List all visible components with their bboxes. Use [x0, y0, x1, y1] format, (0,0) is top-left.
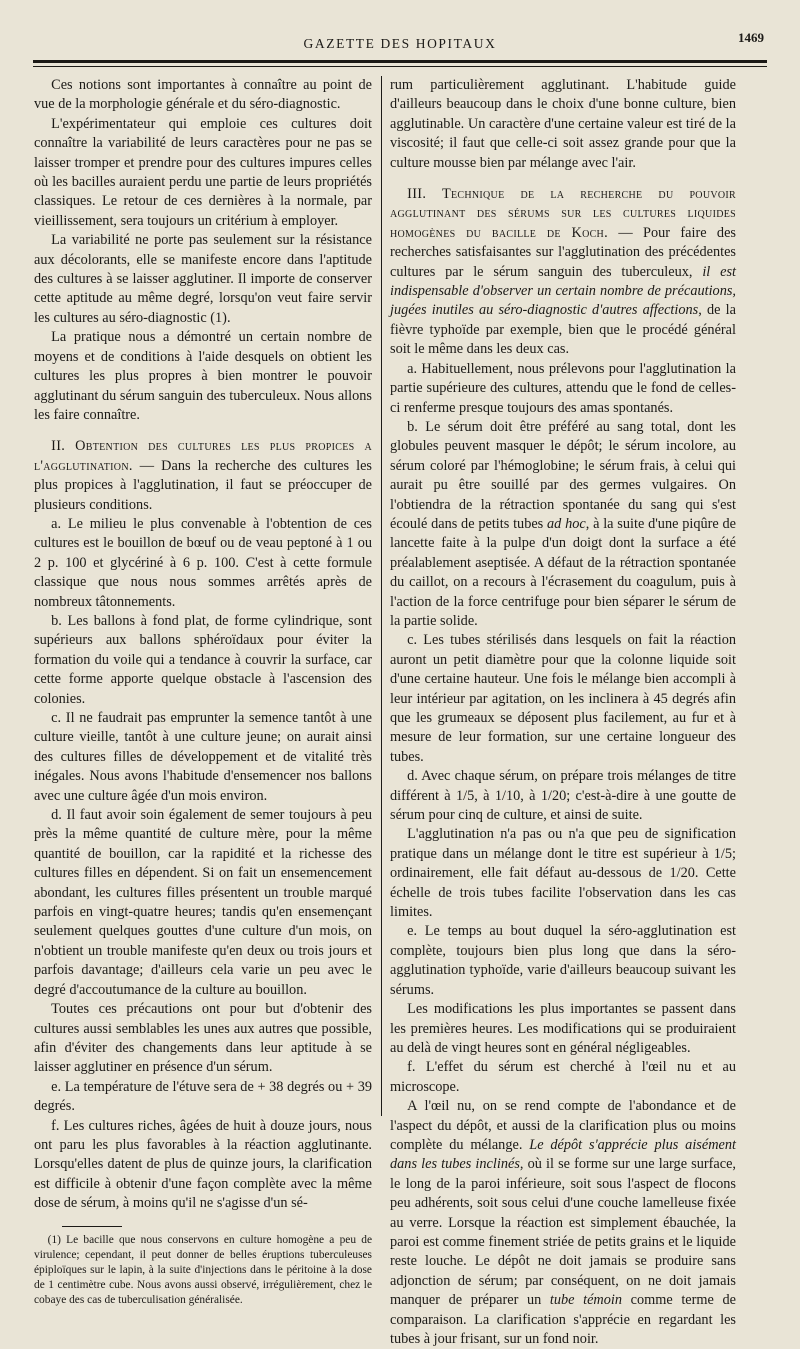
section-heading: II. Obtention des cultures les plus propices a l'agglutination. — [34, 438, 372, 474]
paragraph: b. Les ballons à fond plat, de forme cylindrique, sont supérieurs aux ballons sphéroïdaux pour éviter la formation du voile qui a tendance à couvrir la surface, car cette forme apporte quelque obstacle à l'ascension des colonies. — [34, 612, 372, 707]
header-rule-thin — [33, 66, 767, 67]
text: A l'œil nu, on se rend compte de l'abondance et de l'aspect du dépôt, et aussi de la clarification plus ou moins complète du mélange. — [390, 1098, 736, 1153]
paragraph: f. L'effet du sérum est cherché à l'œil nu et au microscope. — [390, 1059, 736, 1095]
paragraph: c. Il ne faudrait pas emprunter la semence tantôt à une culture vieille, tantôt à une culture jeune; on aurait ainsi des cultures filles de développement et de vitalité très inégales. Nous avons l'habitude d'ensemencer nos ballons avec une culture âgée d'un mois environ. — [34, 710, 372, 804]
italic-text: Le dépôt s'apprécie plus aisément dans les tubes inclinés — [390, 1136, 736, 1173]
running-title: GAZETTE DES HOPITAUX — [303, 36, 497, 51]
paragraph: c. Les tubes stérilisés dans lesquels on fait la réaction auront un petit diamètre pour que la colonne liquide soit d'une certaine hauteur. Une fois le mélange bien accompli à leur intérieur par agitation, on les inclinera à 45 degrés afin que les grumeaux se déposent plus facilement, au fur et à mesure de leur formation, sur une certaine longueur des tubes. — [390, 632, 736, 765]
paragraph: e. Le temps au bout duquel la séro-agglutination est complète, toujours bien plus long que dans la séro-agglutination typhoïde, varie d'ailleurs beaucoup suivant les sérums. — [390, 923, 736, 998]
paragraph: a. Habituellement, nous prélevons pour l'agglutination la partie supérieure des cultures, attendu que le fond de celles-ci renferme presque toujours des amas spontanés. — [390, 360, 736, 416]
paragraph: Ces notions sont importantes à connaître au point de vue de la morphologie générale et du séro-diagnostic. — [34, 77, 372, 113]
footnote-rule — [62, 1226, 122, 1227]
left-column — [34, 76, 372, 1308]
text: comme terme de comparaison. La clarification s'apprécie en regardant les tubes à jour frisant, sur un fond noir. — [390, 1292, 736, 1347]
page-number: 1469 — [738, 30, 764, 45]
text: , où il se forme sur une large surface, le long de la paroi inférieure, soit sous l'aspect de flocons peu adhérents, soit sous celui d'une couche lamelleuse fixée au verre. Lorsque la réaction est simplement ébauchée, la paroi est comme finement striée de petits grains et le liquide reste louche. Le dépôt ne doit jamais se produire sans adjonction de sérum; par conséquent, on ne doit jamais manquer de préparer un — [390, 1156, 737, 1309]
italic-text: ad hoc — [547, 515, 586, 532]
paragraph: rum particulièrement agglutinant. L'habitude guide d'ailleurs beaucoup dans le choix d'une bonne culture, bien agglutinable. Un caractère d'une certaine valeur est tiré de la viscosité; il faut que celle-ci soit assez grande pour que la culture mousse bien par mélange avec l'air. — [390, 77, 736, 171]
column-divider — [381, 76, 382, 1116]
paragraph: Toutes ces précautions ont pour but d'obtenir des cultures aussi semblables les unes aux autres que possible, afin d'éviter des changements dans leur aptitude à se laisser agglutiner en présence d'un sérum. — [34, 1001, 372, 1076]
footnote: (1) Le bacille que nous conservons en culture homogène a peu de virulence; cependant, il peut donner de belles éruptions tuberculeuses épiploïques sur le lapin, à la suite d'injections dans le péritoine à la dose de 1 centimètre cube. Nous avons aussi observé, irrégulièrement, chez le cobaye des cas de tuberculisation généralisée. — [34, 1233, 372, 1306]
paragraph: d. Il faut avoir soin également de semer toujours à peu près la même quantité de culture mère, pour la même quantité de bouillon, car la rapidité et la richesse des cultures filles en dépendent. Si on fait un ensemencement abondant, les cultures filles présentent un trouble marqué parfois en vingt-quatre heures; tandis qu'en ensemençant seulement quelques gouttes d'une culture d'un mois, on n'obtient un trouble manifeste qu'en deux ou trois jours et parfois davantage; d'ailleurs cela varie un peu avec le degré d'accoutumance de la culture au bouillon. — [34, 807, 372, 998]
paragraph: L'expérimentateur qui emploie ces cultures doit connaître la variabilité de leurs caractères pour ne pas se laisser tromper et prendre pour des cultures impures celles où les bacilles auraient perdu une partie de leurs propriétés classiques. Le retour de ces dernières à la normale, par vieillissement, sera toujours un critérium à employer. — [34, 115, 372, 229]
italic-text: il est indispensable d'observer un certain nombre de précautions, jugées inutiles au séro-diagnostic d'autres affections — [390, 263, 736, 319]
paragraph: L'agglutination n'a pas ou n'a que peu de signification pratique dans un mélange dont le titre est supérieur à 1/5; ordinairement, elle fait défaut au-dessous de 1/20. Cette échelle de trois tubes facilite l'observation dans les cas limites. — [390, 826, 736, 921]
paragraph: Les modifications les plus importantes se passent dans les premières heures. Les modifications qui se produiraient au delà de vingt heures sont en général négligeables. — [390, 1001, 736, 1056]
paragraph: f. Les cultures riches, âgées de huit à douze jours, nous ont paru les plus favorables à la réaction agglutinante. Lorsqu'elles datent de plus de quinze jours, la clarification est difficile à obtenir d'une façon complète avec la même dose de sérum, à moins qu'il ne s'agisse d'un sé- — [34, 1117, 372, 1212]
paragraph — [390, 418, 736, 631]
section-ii — [34, 437, 372, 515]
section-iii — [390, 185, 736, 360]
paragraph: a. Le milieu le plus convenable à l'obtention de ces cultures est le bouillon de bœuf ou de veau peptoné à 1 ou 2 p. 100 et glycériné à 6 p. 100. C'est à cette formule classique que nous nous sommes arrêtés après de nombreux tâtonnements. — [34, 515, 372, 610]
section-text: — Pour faire des recherches satisfaisantes sur l'agglutination des précédentes cultures par le sérum sanguin des tuberculeux, — [390, 224, 736, 280]
paragraph: La variabilité ne porte pas seulement sur la résistance aux décolorants, elle se manifeste encore dans l'aptitude des cultures à se laisser agglutiner. Il importe de conserver cette aptitude au même degré, lorsqu'on veut faire servir les cultures au séro-diagnostic (1). — [34, 232, 372, 326]
header-rule-thick — [33, 60, 767, 63]
italic-text: tube témoin — [549, 1292, 623, 1309]
section-heading: III. Technique de la recherche du pouvoir agglutinant des sérums sur les cultures liquides homogènes du bacille de Koch. — [390, 186, 736, 241]
paragraph: d. Avec chaque sérum, on prépare trois mélanges de titre différent à 1/5, à 1/10, à 1/20; c'est-à-dire à une goutte de sérum pour cinq de culture, et ainsi de suite. — [390, 768, 736, 824]
paragraph: e. La température de l'étuve sera de + 38 degrés ou + 39 degrés. — [34, 1078, 372, 1115]
section-text: , de la fièvre typhoïde par exemple, bien que le procédé général soit le même dans les deux cas. — [390, 302, 736, 358]
text: , à la suite d'une piqûre de lancette faite à la pulpe d'un doigt dont la surface a été préalablement aseptisée. A défaut de la rétraction spontanée du caillot, on a recours à l'écrasement du coagulum, puis à l'action de la force centrifuge pour bien séparer le sérum de la partie solide. — [390, 515, 737, 629]
right-column — [390, 76, 736, 1349]
paragraph: La pratique nous a démontré un certain nombre de moyens et de conditions à l'aide desquels on obtient les cultures les plus propres à bien montrer le pouvoir agglutinant du sérum sanguin des tuberculeux. Nous allons les faire connaître. — [34, 329, 372, 423]
text: b. Le sérum doit être préféré au sang total, dont les globules peuvent masquer le dépôt; le sérum incolore, au sérum coloré par l'hémoglobine; le sérum frais, à celui qui aurait pu être souillé par des germes vulgaires. On l'obtiendra de la rétraction spontanée du sang qui s'est écoulé dans de petits tubes — [390, 418, 736, 532]
paragraph — [390, 1097, 736, 1349]
section-text: — Dans la recherche des cultures les plus propices à l'agglutination, il faut se préoccuper de plusieurs conditions. — [34, 457, 372, 513]
